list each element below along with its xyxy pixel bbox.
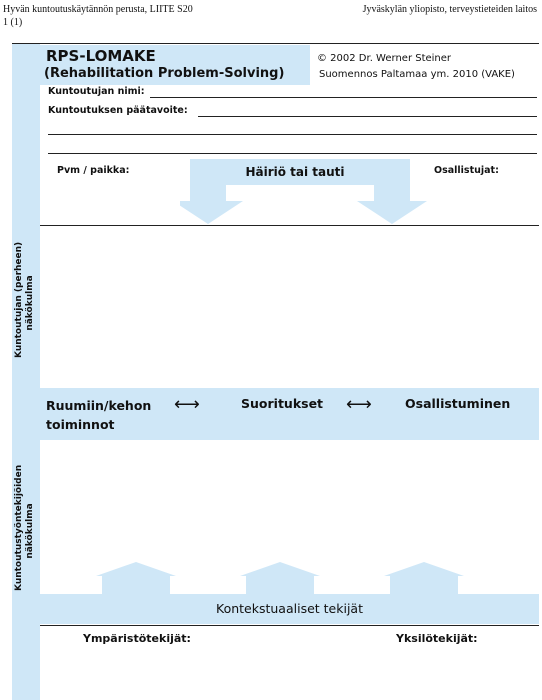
patient-area-top-rule bbox=[40, 225, 539, 226]
patient-perspective-label bbox=[14, 241, 36, 358]
patient-name-label: Kuntoutujan nimi: bbox=[48, 86, 145, 97]
personal-factors-label: Yksilötekijät: bbox=[396, 632, 478, 645]
condition-label: Häiriö tai tauti bbox=[245, 165, 345, 179]
staff-perspective-line-1: Kuntoutustyöntekijöiden bbox=[14, 464, 24, 591]
participants-label: Osallistujat: bbox=[434, 165, 499, 176]
document-header-left: Hyvän kuntoutuskäytännön perusta, LIITE S20 bbox=[3, 4, 193, 15]
form-title: RPS-LOMAKE bbox=[46, 47, 156, 65]
date-place-label: Pvm / paikka: bbox=[57, 165, 130, 176]
side-column bbox=[12, 44, 40, 700]
double-arrow-icon: ⟷ bbox=[346, 394, 372, 415]
patient-perspective-line-2: näkökulma bbox=[25, 275, 35, 331]
staff-perspective-label bbox=[14, 464, 36, 591]
body-functions-label bbox=[46, 396, 151, 434]
body-functions-line-2: toiminnot bbox=[46, 417, 115, 432]
patient-name-field[interactable] bbox=[150, 97, 537, 98]
form-subtitle: (Rehabilitation Problem-Solving) bbox=[44, 66, 285, 81]
goal-field-line-3[interactable] bbox=[48, 153, 537, 154]
activities-label: Suoritukset bbox=[241, 396, 324, 411]
contextual-factors-label: Kontekstuaaliset tekijät bbox=[216, 601, 363, 616]
patient-perspective-line-1: Kuntoutujan (perheen) bbox=[14, 241, 24, 358]
translation-credit: Suomennos Paltamaa ym. 2010 (VAKE) bbox=[319, 69, 515, 80]
copyright: © 2002 Dr. Werner Steiner bbox=[317, 53, 452, 64]
top-rule bbox=[12, 43, 539, 44]
page-number: 1 (1) bbox=[3, 17, 23, 28]
participation-label: Osallistuminen bbox=[405, 396, 511, 411]
up-arrow-left bbox=[96, 562, 176, 596]
double-arrow-icon: ⟷ bbox=[174, 394, 200, 415]
environmental-factors-label: Ympäristötekijät: bbox=[83, 632, 191, 645]
context-bottom-rule bbox=[40, 625, 539, 626]
up-arrow-right bbox=[384, 562, 464, 596]
goal-field-line-2[interactable] bbox=[48, 134, 537, 135]
document-header-right: Jyväskylän yliopisto, terveystieteiden laitos bbox=[362, 4, 537, 15]
goal-field-line-1[interactable] bbox=[198, 116, 537, 117]
up-arrow-middle bbox=[240, 562, 320, 596]
goal-label: Kuntoutuksen päätavoite: bbox=[48, 105, 188, 116]
body-functions-line-1: Ruumiin/kehon bbox=[46, 398, 152, 413]
context-arrows-graphic bbox=[90, 562, 540, 596]
staff-perspective-line-2: näkökulma bbox=[25, 503, 35, 559]
